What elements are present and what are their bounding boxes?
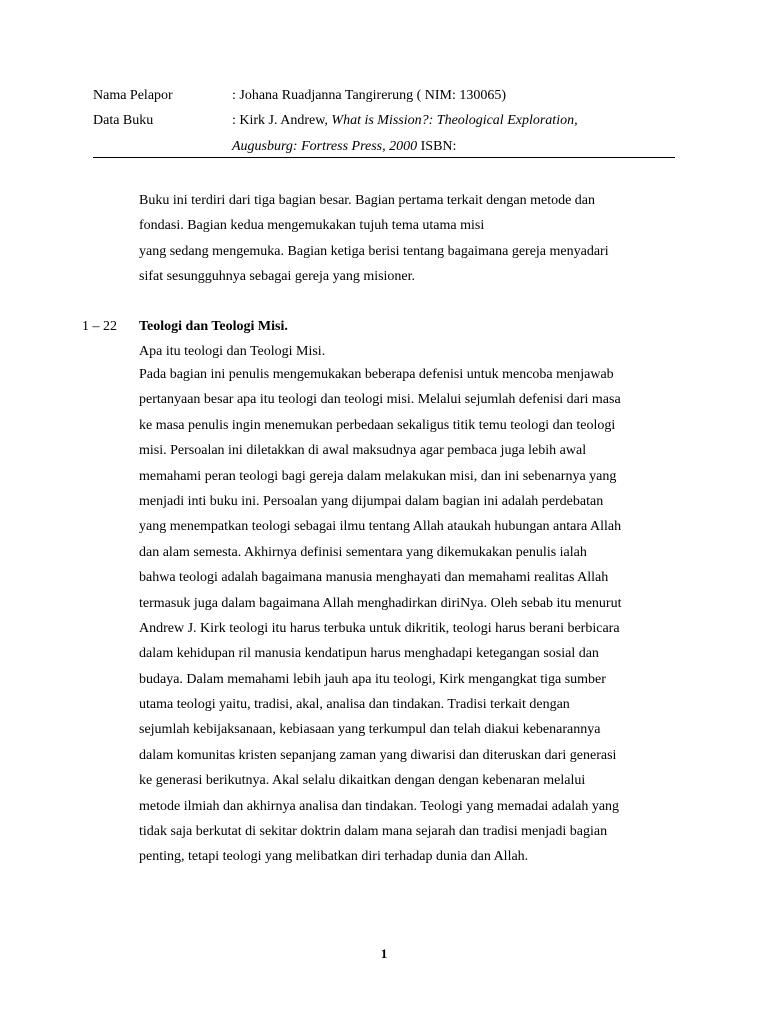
text-line: Andrew J. Kirk teologi itu harus terbuka untuk dikritik, teologi harus berani berbicara [139,620,620,636]
header-divider [93,157,675,158]
intro-paragraph [139,188,679,290]
book-title: What is Mission?: Theological Exploration, [331,113,578,128]
book-isbn: ISBN: [417,139,457,154]
text-line: utama teologi yaitu, tradisi, akal, analisa dan tindakan. Tradisi terkait dengan [139,697,570,713]
text-line: memahami peran teologi bagi gereja dalam melakukan misi, dan ini sebenarnya yang [139,468,617,484]
text-line: dalam kehidupan ril manusia kendatipun harus menghadapi ketegangan sosial dan [139,646,599,662]
text-line: budaya. Dalam memahami lebih jauh apa itu teologi, Kirk mengangkat tiga sumber [139,671,606,687]
text-line: Pada bagian ini penulis mengemukakan beberapa defenisi untuk mencoba menjawab [139,367,614,382]
text-line: metode ilmiah dan akhirnya analisa dan tindakan. Teologi yang memadai adalah yang [139,798,620,814]
text-line: sejumlah kebijaksanaan, kebiasaan yang terkumpul dan telah diakui kebenarannya [139,722,601,738]
text-line: yang menempatkan teologi sebagai ilmu tentang Allah ataukah hubungan antara Allah [139,519,622,535]
page-number: 1 [380,946,388,961]
body-paragraph [139,362,679,870]
text-line: misi. Persoalan ini diletakkan di awal maksudnya agar pembaca juga lebih awal [139,443,587,459]
book-value-continued [232,137,456,157]
text-line: tidak saja berkutat di sekitar doktrin dalam mana sejarah dan tradisi menjadi bagian [139,824,608,840]
book-prefix: : Kirk J. Andrew, [232,113,332,128]
text-line: ke generasi berikutnya. Akal selalu dikaitkan dengan dengan kebenaran melalui [139,773,586,789]
section-subtitle: Apa itu teologi dan Teologi Misi. [139,344,326,359]
text-line: sifat sesungguhnya sebagai gereja yang misioner. [139,269,416,285]
text-line: menjadi inti buku ini. Persoalan yang dijumpai dalam bagian ini adalah perdebatan [139,493,604,509]
text-line: pertanyaan besar apa itu teologi dan teologi misi. Melalui sejumlah defenisi dari masa [139,392,621,408]
text-line: penting, tetapi teologi yang melibatkan diri terhadap dunia dan Allah. [139,849,529,865]
text-line: dalam komunitas kristen sepanjang zaman yang diwarisi dan diteruskan dari generasi [139,747,617,763]
section-title: Teologi dan Teologi Misi. [139,319,288,334]
text-line: Buku ini terdiri dari tiga bagian besar. Bagian pertama terkait dengan metode dan [139,193,596,208]
reporter-label: Nama Pelapor [93,88,173,103]
text-line: fondasi. Bagian kedua mengemukakan tujuh tema utama misi [139,218,485,234]
text-line: termasuk juga dalam bagaimana Allah menghadirkan diriNya. Oleh sebab itu menurut [139,595,622,611]
text-line: dan alam semesta. Akhirnya definisi sementara yang dikemukakan penulis ialah [139,544,587,560]
text-line: bahwa teologi adalah bagaimana manusia menghayati dan memahami realitas Allah [139,570,609,586]
book-publisher: Augusburg: Fortress Press, 2000 [232,139,418,154]
book-label: Data Buku [93,113,154,128]
section-page-range: 1 – 22 [82,319,117,334]
reporter-value: : Johana Ruadjanna Tangirerung ( NIM: 130065) [232,88,507,103]
text-line: ke masa penulis ingin menemukan perbedaan sekaligus titik temu teologi dan teologi [139,417,616,433]
book-value [232,111,578,131]
text-line: yang sedang mengemuka. Bagian ketiga berisi tentang bagaimana gereja menyadari [139,243,609,259]
